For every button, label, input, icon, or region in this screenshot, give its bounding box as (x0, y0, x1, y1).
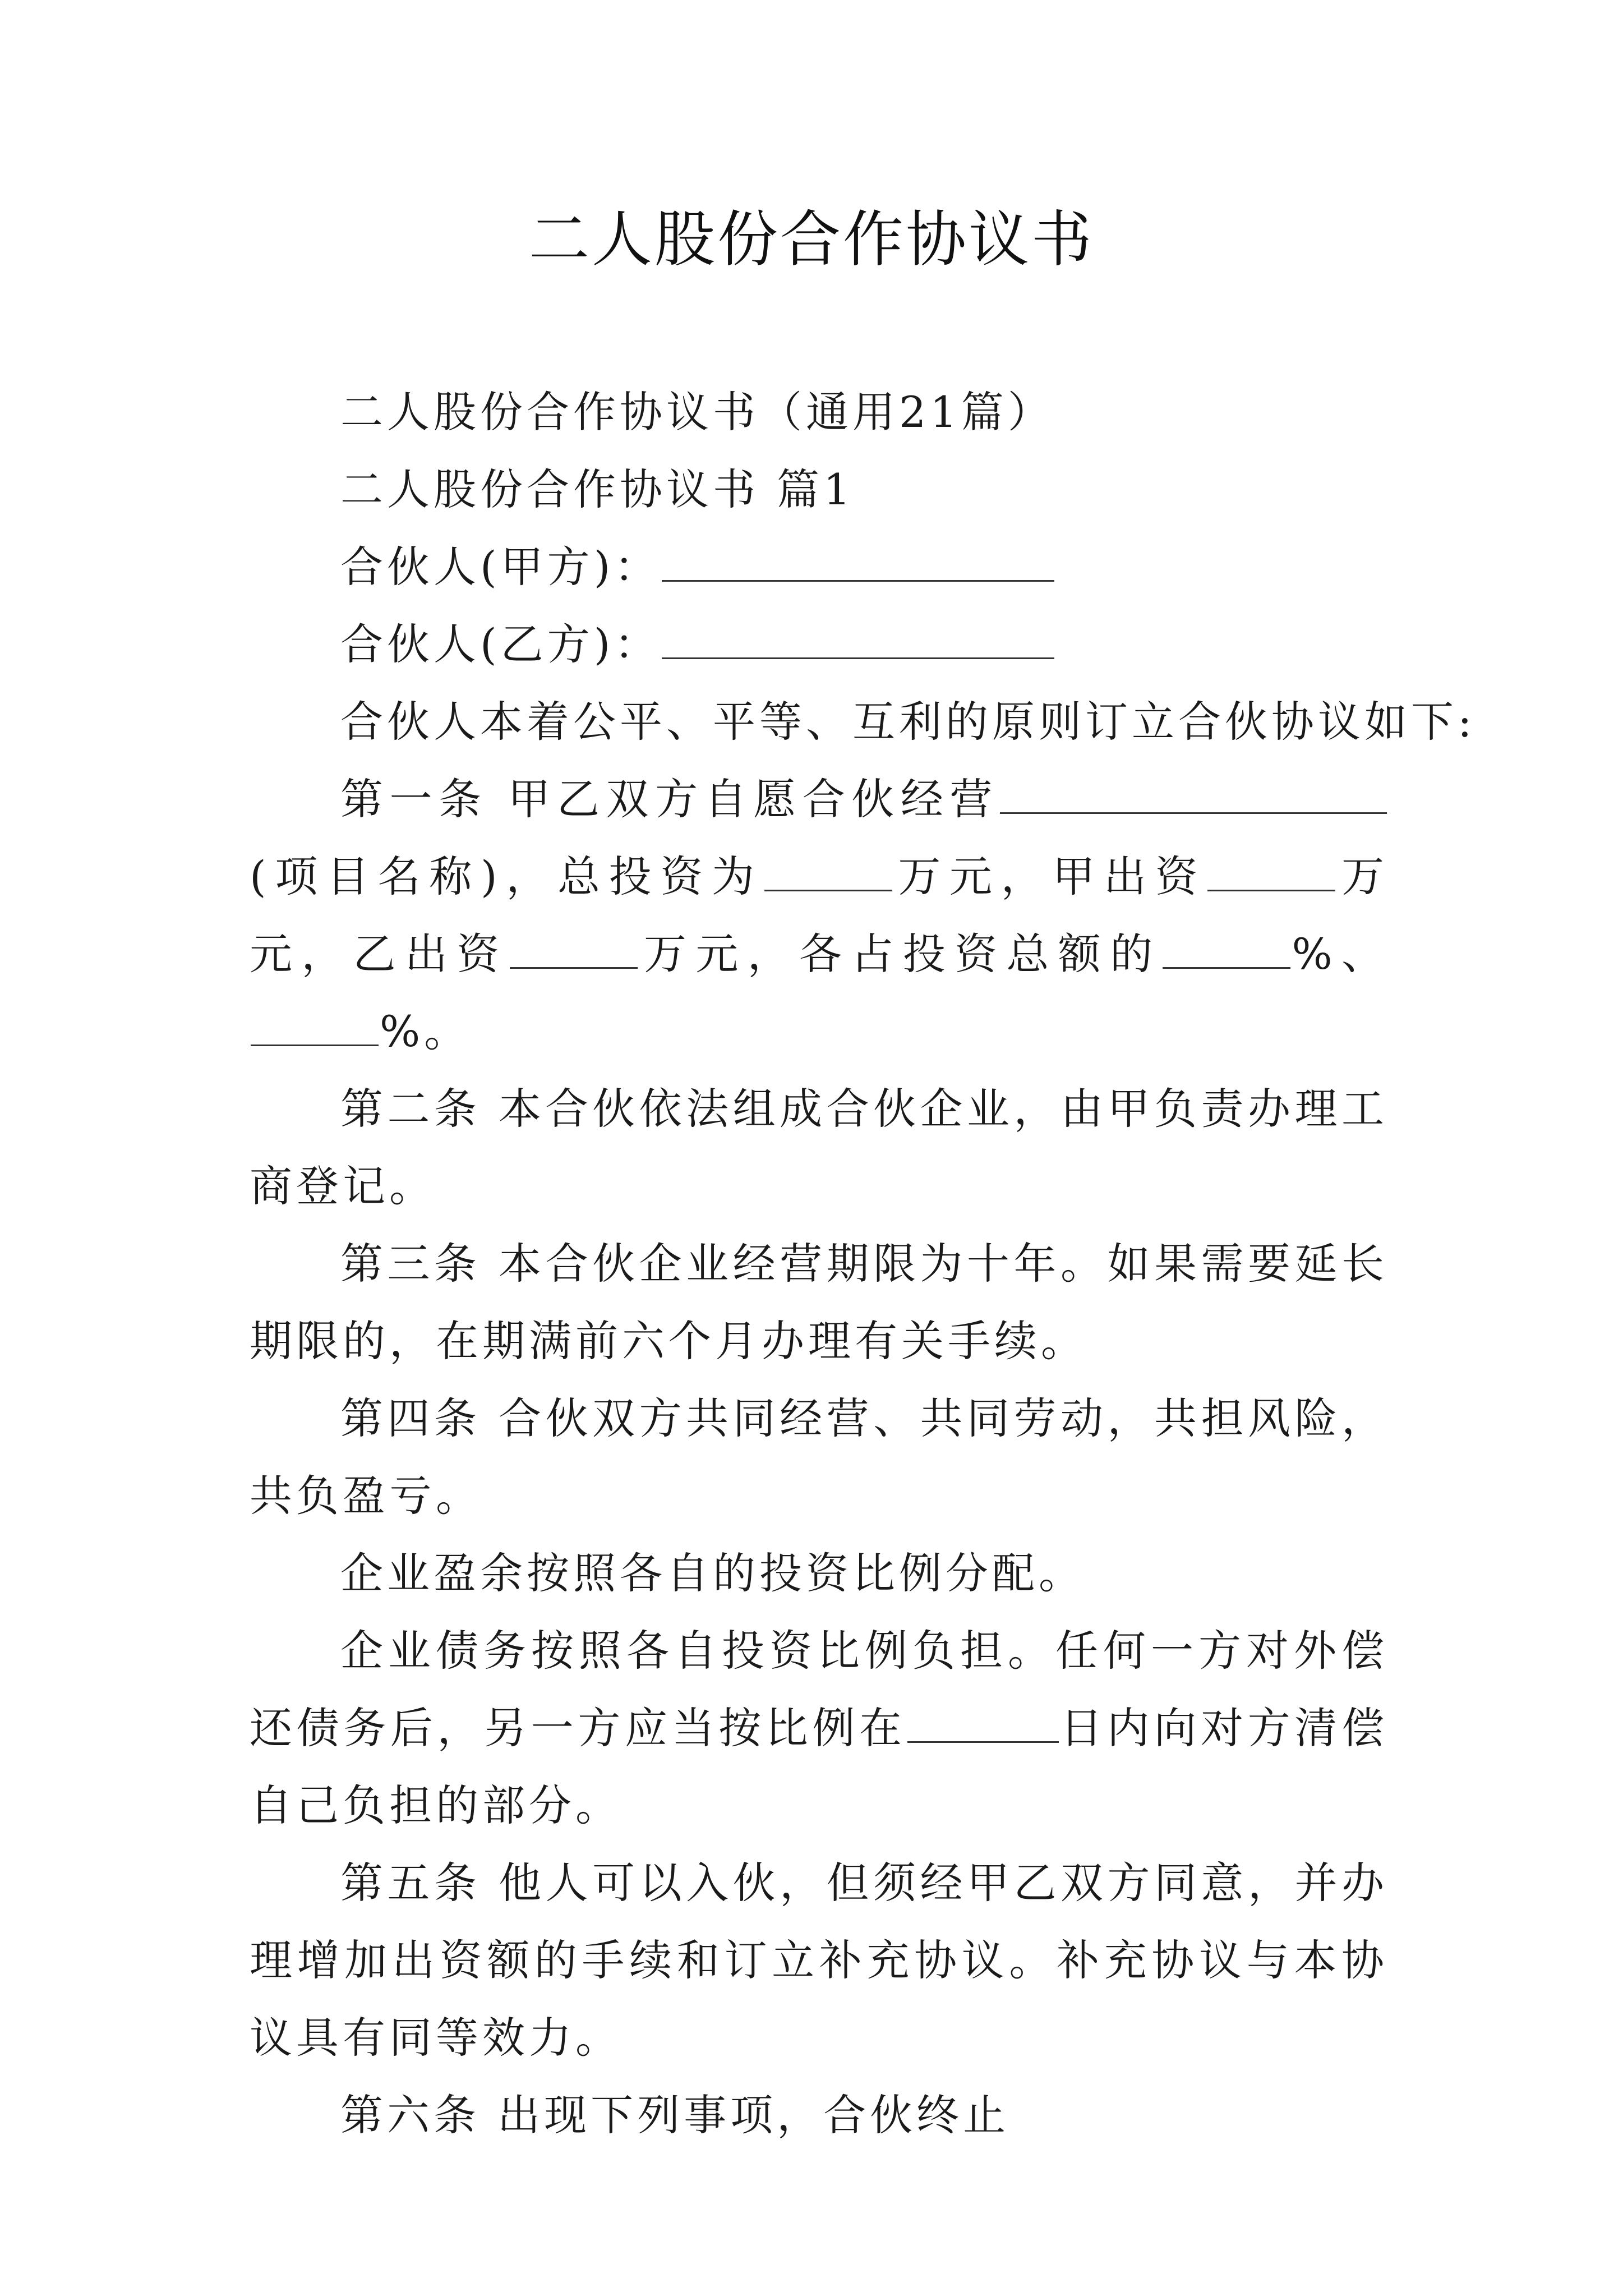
part-heading: 二人股份合作协议书 篇1 (340, 464, 855, 514)
preamble-paragraph: 合伙人本着公平、平等、互利的原则订立合伙协议如下: (340, 697, 1476, 747)
article-4-paragraph: 第四条 合伙双方共同经营、共同劳动，共担风险，共负盈亏。 (250, 1393, 1388, 1521)
project-name-blank[interactable] (1000, 776, 1387, 814)
article-1-text-f: %、 (1292, 929, 1389, 979)
profit-paragraph: 企业盈余按照各自的投资比例分配。 (340, 1548, 1085, 1598)
article-6-paragraph: 第六条 出现下列事项，合伙终止 (340, 2090, 1010, 2140)
article-2-paragraph: 第二条 本合伙依法组成合伙企业，由甲负责办理工商登记。 (250, 1084, 1388, 1211)
article-1-text-d: 万元，乙出资 (250, 852, 1389, 979)
document-title: 二人股份合作协议书 (528, 205, 1094, 275)
party-b-blank[interactable] (662, 622, 1054, 659)
article-1-text-a: 第一条 甲乙双方自愿合伙经营 (340, 774, 999, 824)
party-b-percent-blank[interactable] (251, 1009, 379, 1046)
party-a-investment-blank[interactable] (1207, 854, 1335, 891)
article-1-text-e: 万元，各占投资总额的 (638, 929, 1162, 979)
party-a-line (250, 528, 1388, 606)
subtitle-line: 二人股份合作协议书（通用21篇） (340, 387, 1054, 437)
total-investment-blank[interactable] (764, 854, 892, 891)
article-1-text-b: (项目名称)，总投资为 (250, 852, 763, 901)
debt-text-b: 日内向对方清偿自己负担的部分。 (250, 1703, 1389, 1830)
party-b-label: 合伙人(乙方)： (340, 619, 661, 669)
debt-paragraph (250, 1612, 1388, 1844)
repayment-days-blank[interactable] (907, 1705, 1059, 1743)
article-1-text-c: 万元，甲出资 (893, 852, 1207, 901)
party-a-percent-blank[interactable] (1163, 931, 1290, 969)
party-a-blank[interactable] (662, 544, 1054, 582)
party-b-line (250, 606, 1388, 683)
article-3-paragraph: 第三条 本合伙企业经营期限为十年。如果需要延长期限的，在期满前六个月办理有关手续。 (250, 1239, 1388, 1366)
document-body (250, 374, 1476, 2154)
debt-text-a: 企业债务按照各自投资比例负担。任何一方对外偿还债务后，另一方应当按比例在 (250, 1626, 1388, 1753)
article-5-paragraph: 第五条 他人可以入伙，但须经甲乙双方同意，并办理增加出资额的手续和订立补充协议。补充协议与本协议具有同等效力。 (250, 1858, 1388, 2063)
article-1-text-g: %。 (380, 1006, 471, 1056)
article-1-paragraph (250, 761, 1388, 1070)
party-b-investment-blank[interactable] (510, 931, 638, 969)
party-a-label: 合伙人(甲方)： (340, 542, 661, 592)
